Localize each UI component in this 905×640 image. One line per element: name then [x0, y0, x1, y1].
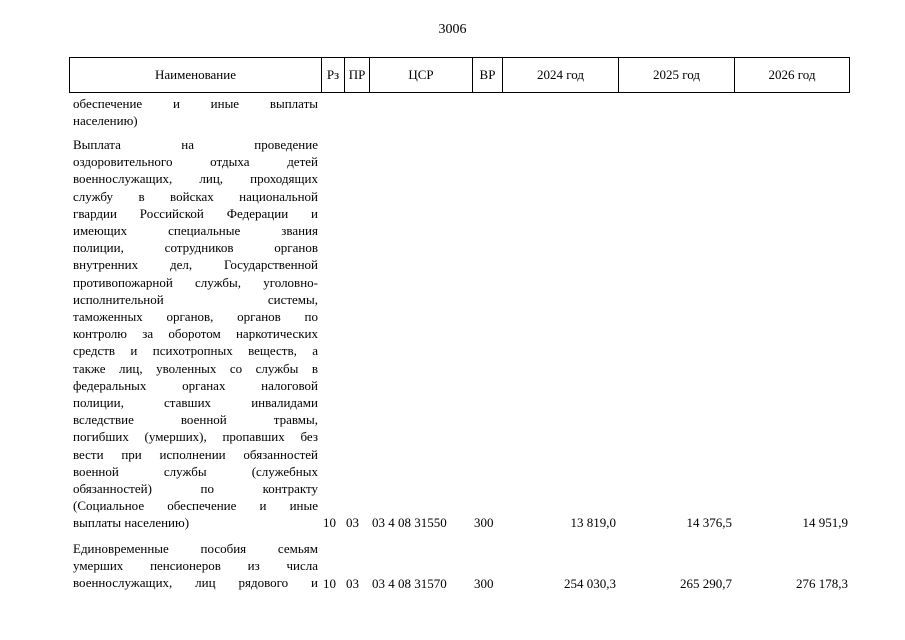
row-1-line: обязанностей) по контракту: [73, 481, 318, 497]
row-1-line: таможенных органов, органов по: [73, 309, 318, 325]
row-1-line: вследствие военной травмы,: [73, 412, 318, 428]
header-2025: 2025 год: [618, 58, 734, 92]
row-1-line: исполнительной системы,: [73, 291, 318, 307]
row-1-line: выплаты населению): [73, 515, 190, 531]
row-1-2026: 14 951,9: [802, 515, 848, 530]
row-2-name: [73, 540, 318, 592]
header-2026: 2026 год: [734, 58, 849, 92]
row-0-name: [73, 95, 318, 129]
row-1-2024: 13 819,0: [570, 515, 616, 530]
header-name: Наименование: [155, 67, 236, 82]
row-1-line: противопожарной службы, уголовно-: [73, 274, 318, 290]
row-1-line: военнослужащих, лиц, проходящих: [73, 171, 318, 187]
header-2024: 2024 год: [502, 58, 618, 92]
row-1-line: федеральных органах налоговой: [73, 377, 318, 393]
row-1-line: (Социальное обеспечение и иные: [73, 498, 318, 514]
row-2-2024: 254 030,3: [564, 576, 616, 591]
row-0-line: обеспечение и иные выплаты: [73, 96, 318, 111]
header-vr: ВР: [472, 58, 502, 92]
row-1-csr: 03 4 08 31550: [372, 515, 447, 530]
row-1-line: гвардии Российской Федерации и: [73, 205, 318, 221]
row-2-line: умерших пенсионеров из числа: [73, 558, 318, 574]
row-1-line: оздоровительного отдыха детей: [73, 154, 318, 170]
row-1-line: имеющих специальные звания: [73, 223, 318, 239]
row-1-2025: 14 376,5: [686, 515, 732, 530]
page-number: 3006: [438, 22, 467, 37]
row-2-line: военнослужащих, лиц рядового и: [73, 575, 318, 591]
row-1-vr: 300: [474, 515, 494, 530]
row-1-line: внутренних дел, Государственной: [73, 257, 318, 273]
row-1-name: [73, 136, 318, 532]
row-1-line: полиции, сотрудников органов: [73, 240, 318, 256]
row-1-line: также лиц, уволенных со службы в: [73, 360, 318, 376]
row-1-line: полиции, ставших инвалидами: [73, 395, 318, 411]
row-2-csr: 03 4 08 31570: [372, 576, 447, 591]
header-rz: Рз: [321, 58, 344, 92]
header-csr: ЦСР: [369, 58, 472, 92]
row-2-rz: 10: [323, 576, 336, 591]
row-1-line: службу в войсках национальной: [73, 188, 318, 204]
row-2-line: Единовременные пособия семьям: [73, 541, 318, 556]
row-1-line: контролю за оборотом наркотических: [73, 326, 318, 342]
row-1-line: вести при исполнении обязанностей: [73, 446, 318, 462]
row-2-vr: 300: [474, 576, 494, 591]
header-pr: ПР: [344, 58, 369, 92]
row-2-2026: 276 178,3: [796, 576, 848, 591]
row-1-line: средств и психотропных веществ, а: [73, 343, 318, 359]
row-1-line: Выплата на проведение: [73, 137, 318, 152]
row-1-pr: 03: [346, 515, 359, 530]
row-1-line: погибших (умерших), пропавших без: [73, 429, 318, 445]
row-1-rz: 10: [323, 515, 336, 530]
row-2-2025: 265 290,7: [680, 576, 732, 591]
row-2-pr: 03: [346, 576, 359, 591]
table-header: [69, 57, 850, 93]
row-1-line: военной службы (служебных: [73, 463, 318, 479]
row-0-line: населению): [73, 113, 138, 129]
